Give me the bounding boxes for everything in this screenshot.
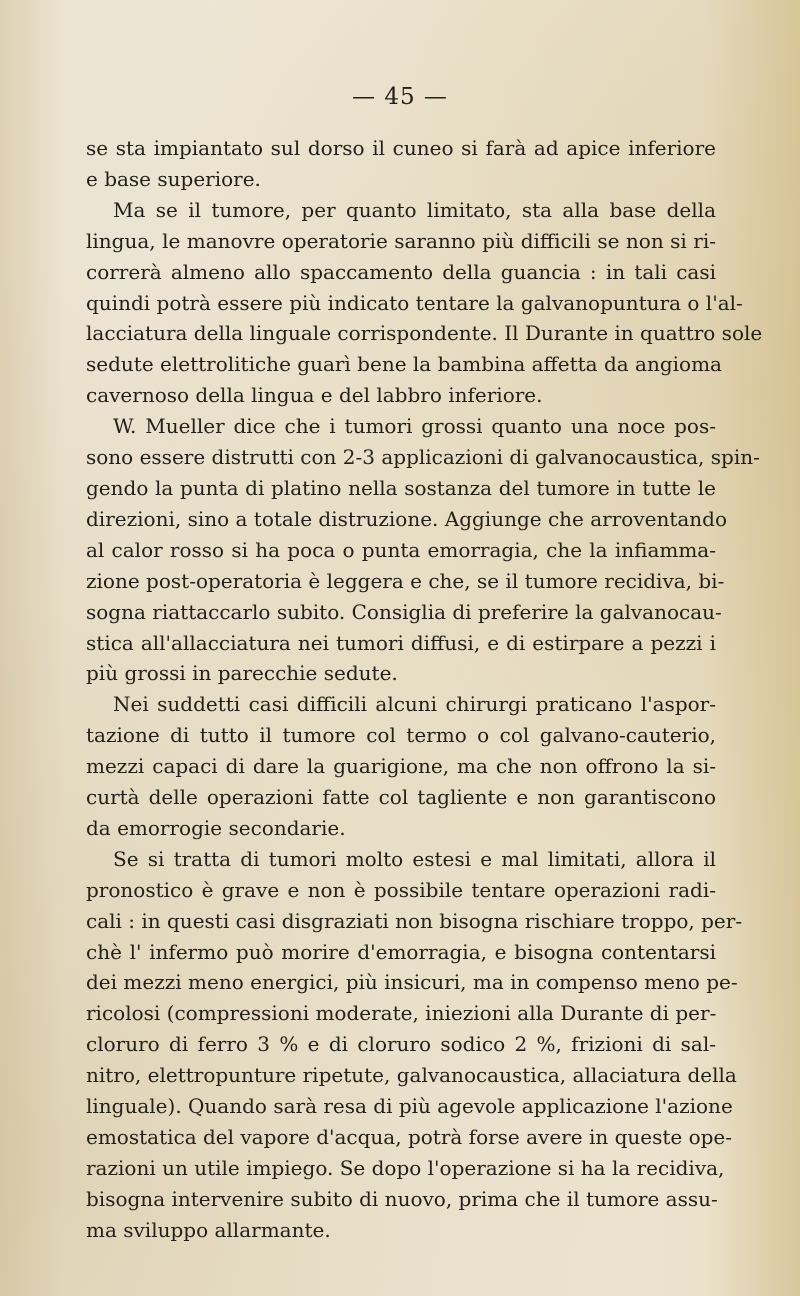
text-line: direzioni, sino a totale distruzione. Aggiunge che arroventando [86, 506, 728, 531]
text-line: curtà delle operazioni fatte col tagliente e non garantiscono [86, 785, 716, 810]
text-line: bisogna intervenire subito di nuovo, prima che il tumore assu- [86, 1186, 718, 1211]
text-line: sono essere distrutti con 2-3 applicazioni di galvanocaustica, spin- [86, 445, 760, 470]
text-line: nitro, elettropunture ripetute, galvanocaustica, allaciatura della [86, 1063, 737, 1088]
text-line: cali : in questi casi disgraziati non bisogna rischiare troppo, per- [86, 908, 743, 933]
text-line: al calor rosso si ha poca o punta emorragia, che la infiamma- [86, 537, 716, 562]
text-line: se sta impiantato sul dorso il cuneo si farà ad apice inferiore [86, 136, 716, 160]
text-line: linguale). Quando sarà resa di più agevole applicazione l'azione [86, 1094, 733, 1119]
text-line: Nei suddetti casi difficili alcuni chirurgi praticano l'aspor- [113, 692, 716, 717]
text-line: Se si tratta di tumori molto estesi e mal limitati, allora il [113, 846, 716, 871]
text-line: W. Mueller dice che i tumori grossi quanto una noce pos- [113, 414, 716, 439]
text-line: emostatica del vapore d'acqua, potrà forse avere in queste ope- [86, 1125, 733, 1149]
text-line: lingua, le manovre operatorie saranno più difficili se non si ri- [86, 228, 716, 253]
text-line: gendo la punta di platino nella sostanza del tumore in tutte le [86, 475, 716, 500]
text-line: stica all'allacciatura nei tumori diffusi, e di estirpare a pezzi i [86, 630, 716, 655]
text-line: mezzi capaci di dare la guarigione, ma che non offrono la si- [86, 754, 716, 779]
text-line: e base superiore. [86, 166, 261, 191]
text-line: lacciatura della linguale corrispondente. Il Durante in quattro sole [86, 321, 763, 346]
text-line: quindi potrà essere più indicato tentare la galvanopuntura o l'al- [86, 290, 743, 315]
text-line: zione post-operatoria è leggera e che, se il tumore recidiva, bi- [86, 568, 725, 593]
text-line: ma sviluppo allarmante. [86, 1217, 331, 1242]
text-line: correrà almeno allo spaccamento della guancia : in tali casi [86, 259, 716, 284]
body-text [86, 133, 763, 1246]
text-line: sogna riattaccarlo subito. Consiglia di preferire la galvanocau- [86, 599, 722, 624]
text-line: ricolosi (compressioni moderate, iniezioni alla Durante di per- [86, 1001, 717, 1026]
text-line: chè l' infermo può morire d'emorragia, e bisogna contentarsi [86, 939, 716, 964]
text-line: Ma se il tumore, per quanto limitato, sta alla base della [113, 197, 716, 222]
text-line: sedute elettrolitiche guarì bene la bambina affetta da angioma [86, 352, 722, 377]
page-number: — 45 — [352, 84, 448, 110]
text-line: più grossi in parecchie sedute. [86, 661, 398, 686]
text-line: da emorrogie secondarie. [86, 815, 346, 840]
text-line: cloruro di ferro 3 % e di cloruro sodico 2 %, frizioni di sal- [86, 1032, 716, 1057]
text-line: dei mezzi meno energici, più insicuri, ma in compenso meno pe- [86, 970, 738, 995]
text-line: tazione di tutto il tumore col termo o col galvano-cauterio, [86, 723, 716, 748]
text-line: cavernoso della lingua e del labbro inferiore. [86, 383, 543, 408]
text-line: pronostico è grave e non è possibile tentare operazioni radi- [86, 877, 716, 902]
text-line: razioni un utile impiego. Se dopo l'operazione si ha la recidiva, [86, 1155, 725, 1180]
